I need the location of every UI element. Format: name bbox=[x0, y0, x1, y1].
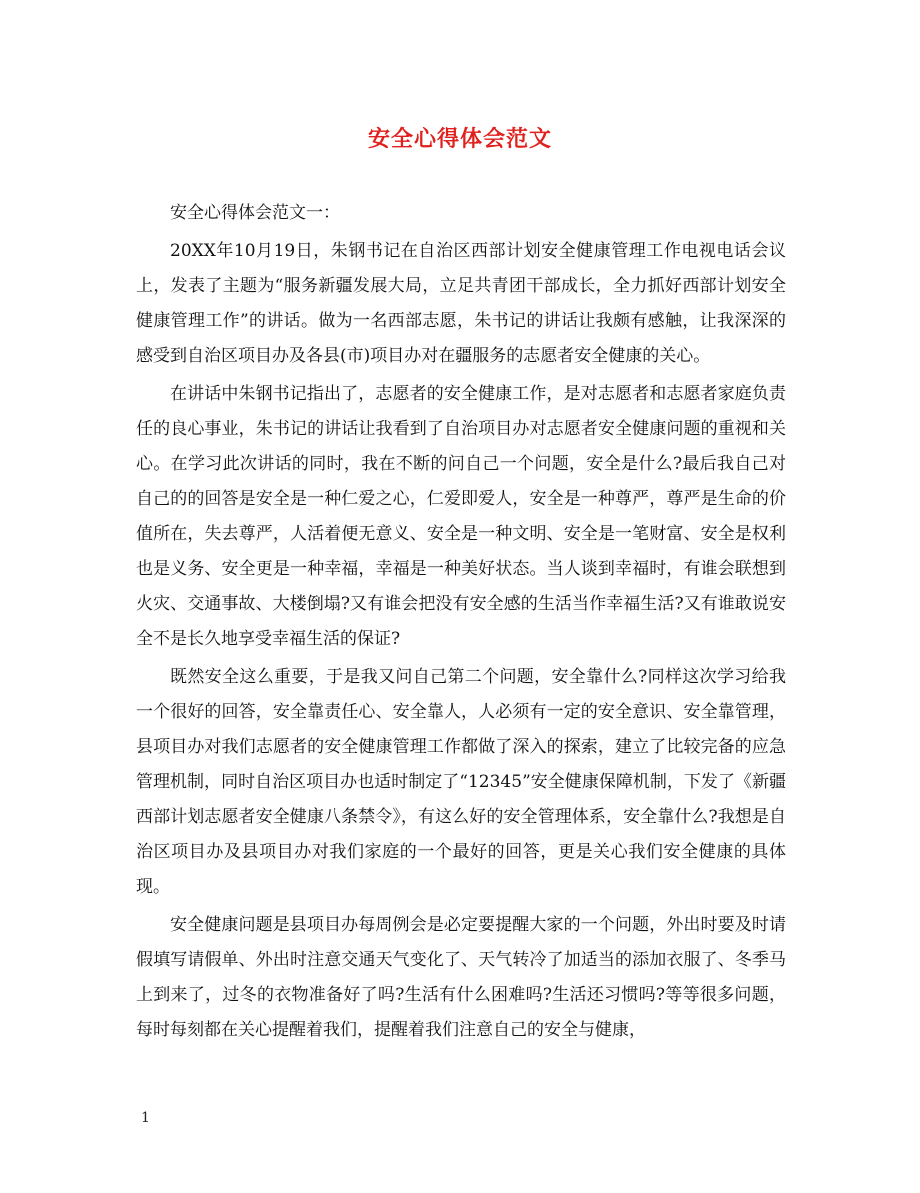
page-number: 1 bbox=[141, 1110, 150, 1126]
paragraph-1: 20XX年10月19日，朱钢书记在自治区西部计划安全健康管理工作电视电话会议上，发表了主题为“服务新疆发展大局，立足共青团干部成长，全力抓好西部计划安全健康管理工作”的讲话。做为一名西部志愿，朱书记的讲话让我颇有感触，让我深深的感受到自治区项目办及各县(市)项目办对在疆服务的志愿者安全健康的关心。 bbox=[136, 241, 786, 366]
paragraph-3: 既然安全这么重要，于是我又问自己第二个问题，安全靠什么?同样这次学习给我一个很好的回答，安全靠责任心、安全靠人，人必须有一定的安全意识、安全靠管理，县项目办对我们志愿者的安全健康管理工作都做了深入的探索，建立了比较完备的应急管理机制，同时自治区项目办也适时制定了“12345”安全健康保障机制，下发了《新疆西部计划志愿者安全健康八条禁令》，有这么好的安全管理体系，安全靠什么?我想是自治区项目办及县项目办对我们家庭的一个最好的回答，更是关心我们安全健康的具体现。 bbox=[136, 667, 786, 897]
document-body bbox=[136, 196, 786, 1051]
page-title: 安全心得体会范文 bbox=[367, 126, 552, 152]
paragraph-4: 安全健康问题是县项目办每周例会是必定要提醒大家的一个问题，外出时要及时请假填写请假单、外出时注意交通天气变化了、天气转冷了加适当的添加衣服了、冬季马上到来了，过冬的衣物准备好了吗?生活有什么困难吗?生活还习惯吗?等等很多问题，每时每刻都在关心提醒着我们，提醒着我们注意自己的安全与健康， bbox=[136, 915, 786, 1040]
paragraph-2: 在讲话中朱钢书记指出了，志愿者的安全健康工作，是对志愿者和志愿者家庭负责任的良心事业，朱书记的讲话让我看到了自治项目办对志愿者安全健康问题的重视和关心。在学习此次讲话的同时，我在不断的问自己一个问题，安全是什么?最后我自己对自己的的回答是安全是一种仁爱之心，仁爱即爱人，安全是一种尊严，尊严是生命的价值所在，失去尊严，人活着便无意义、安全是一种文明、安全是一笔财富、安全是权利也是义务、安全更是一种幸福，幸福是一种美好状态。当人谈到幸福时，有谁会联想到火灾、交通事故、大楼倒塌?又有谁会把没有安全感的生活当作幸福生活?又有谁敢说安全不是长久地享受幸福生活的保证? bbox=[136, 384, 786, 649]
subheading: 安全心得体会范文一： bbox=[170, 203, 340, 223]
